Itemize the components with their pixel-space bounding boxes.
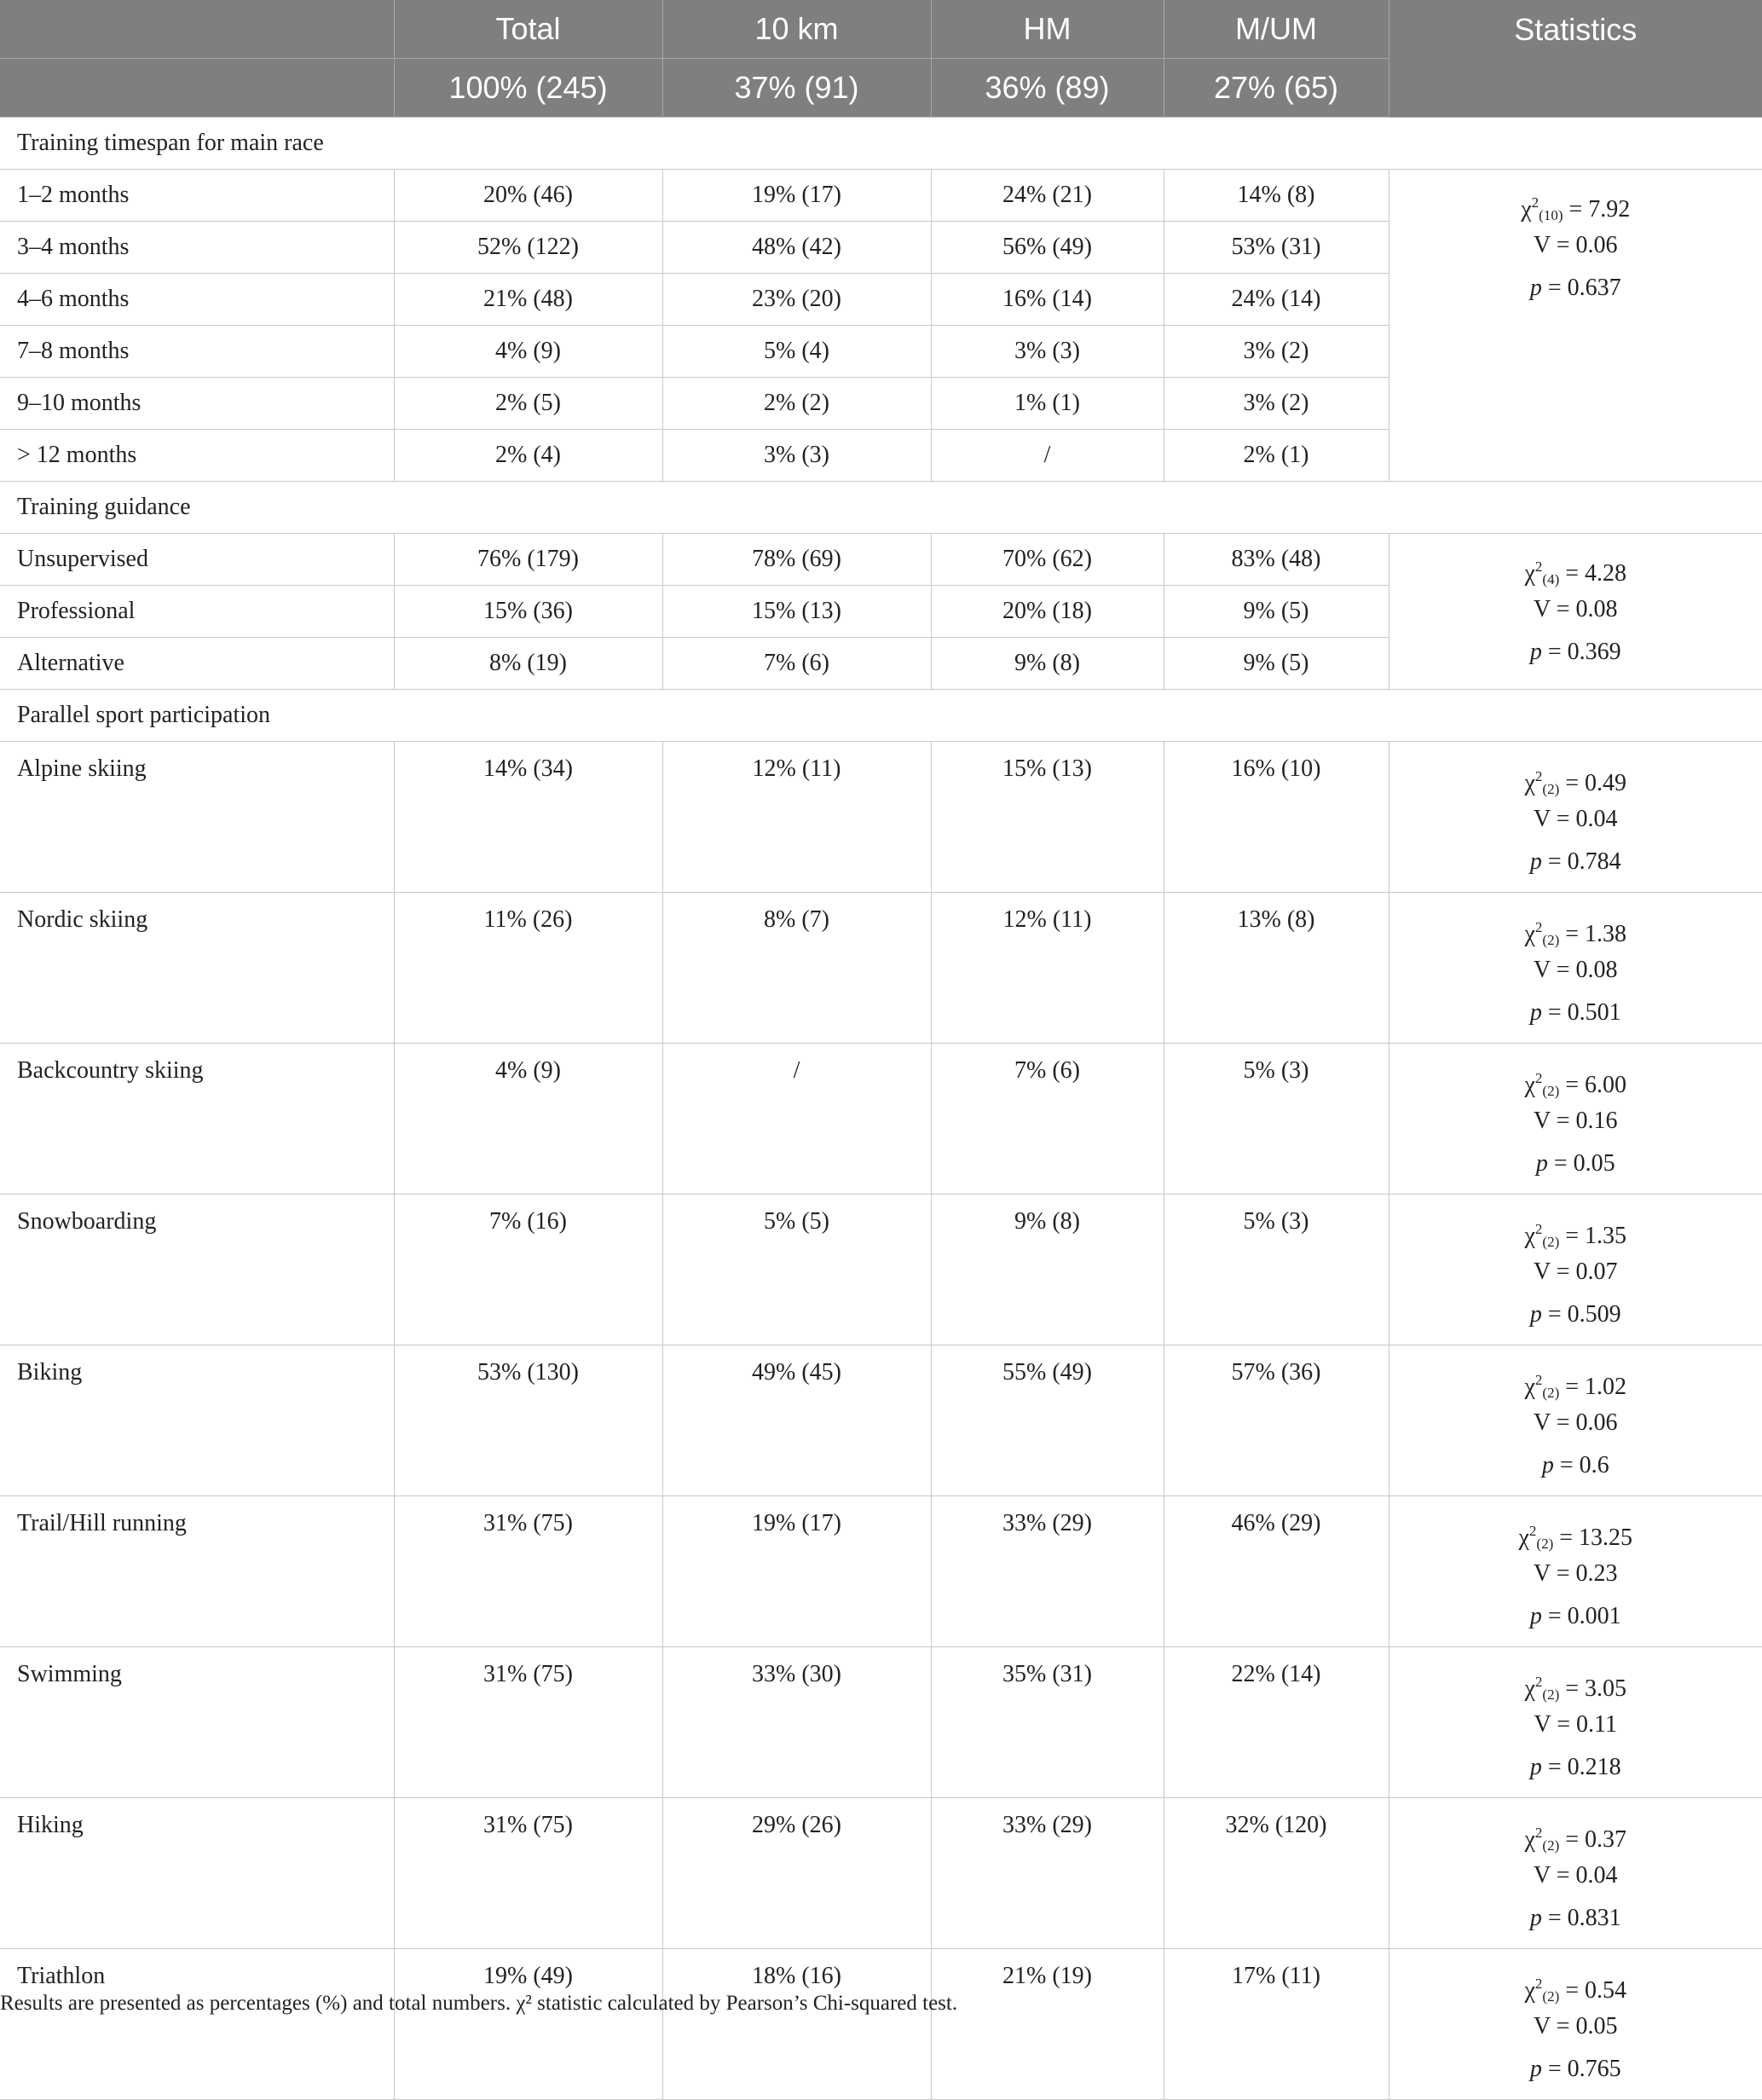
- cell-hm: 1% (1): [931, 378, 1164, 430]
- stats-cell: [1389, 742, 1762, 893]
- chi-symbol: χ: [1524, 1675, 1534, 1702]
- row-label: Snowboarding: [0, 1195, 394, 1345]
- header-statistics: Statistics: [1389, 0, 1762, 118]
- stat-chi: [1389, 1359, 1762, 1402]
- cell-total: 31% (75): [394, 1496, 662, 1647]
- chi-symbol: χ: [1524, 1223, 1534, 1249]
- cell-10km: 7% (6): [662, 638, 931, 690]
- p-value: = 0.6: [1554, 1452, 1609, 1478]
- stat-p: [1389, 631, 1762, 674]
- cell-mum: 17% (11): [1164, 1949, 1389, 2100]
- chi-superscript: 2: [1532, 194, 1540, 211]
- stat-cramers-v: V = 0.08: [1389, 588, 1762, 631]
- p-symbol: p: [1530, 2056, 1542, 2082]
- cell-mum: 32% (120): [1164, 1798, 1389, 1949]
- chi-symbol: χ: [1524, 560, 1534, 587]
- table-row: [0, 1195, 1762, 1345]
- chi-superscript: 2: [1535, 768, 1543, 784]
- cell-total: 14% (34): [394, 742, 662, 893]
- p-symbol: p: [1530, 848, 1542, 875]
- cell-mum: 5% (3): [1164, 1044, 1389, 1195]
- cell-10km: 5% (5): [662, 1195, 931, 1345]
- table-row: [0, 534, 1762, 586]
- header-blank: [0, 0, 394, 59]
- cell-total: 20% (46): [394, 170, 662, 222]
- stats-cell: [1389, 534, 1762, 690]
- row-label: Backcountry skiing: [0, 1044, 394, 1195]
- chi-df: (2): [1542, 1837, 1559, 1854]
- row-label: Professional: [0, 586, 394, 638]
- section-row: [0, 118, 1762, 170]
- chi-value: = 1.38: [1559, 921, 1626, 947]
- row-label: 1–2 months: [0, 170, 394, 222]
- table-row: [0, 1949, 1762, 2100]
- chi-symbol: χ: [1524, 1826, 1534, 1853]
- cell-total: 52% (122): [394, 222, 662, 274]
- row-label: 9–10 months: [0, 378, 394, 430]
- header-mum: M/UM: [1164, 0, 1389, 59]
- subheader-blank: [0, 59, 394, 118]
- table-header: [0, 0, 1762, 118]
- p-symbol: p: [1530, 1603, 1542, 1629]
- chi-df: (2): [1542, 1686, 1559, 1703]
- cell-mum: 46% (29): [1164, 1496, 1389, 1647]
- cell-mum: 3% (2): [1164, 326, 1389, 378]
- chi-symbol: χ: [1521, 196, 1531, 223]
- row-label: 7–8 months: [0, 326, 394, 378]
- subheader-total: 100% (245): [394, 59, 662, 118]
- cell-mum: 57% (36): [1164, 1345, 1389, 1496]
- cell-10km: 29% (26): [662, 1798, 931, 1949]
- stat-cramers-v: V = 0.16: [1389, 1100, 1762, 1143]
- cell-10km: 3% (3): [662, 430, 931, 482]
- cell-10km: 23% (20): [662, 274, 931, 326]
- cell-10km: 12% (11): [662, 742, 931, 893]
- cell-10km: 18% (16): [662, 1949, 931, 2100]
- row-label: > 12 months: [0, 430, 394, 482]
- chi-symbol: χ: [1524, 921, 1534, 947]
- stat-chi: [1389, 1963, 1762, 2005]
- row-label: 3–4 months: [0, 222, 394, 274]
- chi-superscript: 2: [1535, 1674, 1543, 1690]
- p-value: = 0.369: [1542, 639, 1621, 665]
- cell-hm: 21% (19): [931, 1949, 1164, 2100]
- table-row: [0, 1496, 1762, 1647]
- p-symbol: p: [1530, 1905, 1542, 1931]
- cell-total: 53% (130): [394, 1345, 662, 1496]
- cell-hm: 24% (21): [931, 170, 1164, 222]
- cell-mum: 83% (48): [1164, 534, 1389, 586]
- stats-cell: [1389, 1949, 1762, 2100]
- cell-total: 4% (9): [394, 326, 662, 378]
- cell-hm: 33% (29): [931, 1798, 1164, 1949]
- p-symbol: p: [1530, 275, 1542, 301]
- cell-total: 15% (36): [394, 586, 662, 638]
- cell-mum: 53% (31): [1164, 222, 1389, 274]
- cell-mum: 9% (5): [1164, 638, 1389, 690]
- cell-hm: 33% (29): [931, 1496, 1164, 1647]
- cell-10km: 78% (69): [662, 534, 931, 586]
- cell-total: 2% (4): [394, 430, 662, 482]
- row-label: Alternative: [0, 638, 394, 690]
- chi-df: (10): [1539, 207, 1563, 223]
- stat-chi: [1389, 182, 1762, 224]
- stats-cell: [1389, 1044, 1762, 1195]
- chi-superscript: 2: [1529, 1523, 1537, 1539]
- cell-mum: 24% (14): [1164, 274, 1389, 326]
- stats-cell: [1389, 1345, 1762, 1496]
- cell-total: 2% (5): [394, 378, 662, 430]
- stat-cramers-v: V = 0.07: [1389, 1251, 1762, 1293]
- cell-hm: 20% (18): [931, 586, 1164, 638]
- stat-cramers-v: V = 0.05: [1389, 2005, 1762, 2048]
- cell-mum: 5% (3): [1164, 1195, 1389, 1345]
- cell-total: 31% (75): [394, 1647, 662, 1798]
- stat-cramers-v: V = 0.06: [1389, 224, 1762, 267]
- cell-10km: 33% (30): [662, 1647, 931, 1798]
- stat-chi: [1389, 546, 1762, 588]
- cell-total: 4% (9): [394, 1044, 662, 1195]
- p-value: = 0.831: [1542, 1905, 1621, 1931]
- cell-mum: 2% (1): [1164, 430, 1389, 482]
- cell-hm: 3% (3): [931, 326, 1164, 378]
- chi-df: (2): [1542, 932, 1559, 948]
- subheader-mum: 27% (65): [1164, 59, 1389, 118]
- p-symbol: p: [1530, 1754, 1542, 1780]
- table-row: [0, 1647, 1762, 1798]
- row-label: Alpine skiing: [0, 742, 394, 893]
- stat-p: [1389, 1595, 1762, 1638]
- cell-hm: 55% (49): [931, 1345, 1164, 1496]
- p-value: = 0.637: [1542, 275, 1621, 301]
- row-label: Hiking: [0, 1798, 394, 1949]
- chi-df: (2): [1542, 1234, 1559, 1250]
- stat-p: [1389, 1897, 1762, 1940]
- subheader-10km: 37% (91): [662, 59, 931, 118]
- stat-cramers-v: V = 0.06: [1389, 1402, 1762, 1444]
- cell-10km: 5% (4): [662, 326, 931, 378]
- chi-df: (2): [1542, 1083, 1559, 1099]
- stat-p: [1389, 267, 1762, 310]
- chi-superscript: 2: [1535, 1372, 1543, 1388]
- stats-cell: [1389, 1496, 1762, 1647]
- cell-hm: 16% (14): [931, 274, 1164, 326]
- section-title: Training guidance: [0, 482, 1762, 534]
- table-row: [0, 893, 1762, 1044]
- cell-mum: 3% (2): [1164, 378, 1389, 430]
- cell-hm: 12% (11): [931, 893, 1164, 1044]
- stat-p: [1389, 992, 1762, 1034]
- table-footnote: Results are presented as percentages (%) and total numbers. χ² statistic calculated by Pearson’s Chi-squared test.: [0, 1992, 957, 2016]
- chi-value: = 1.02: [1559, 1374, 1626, 1400]
- row-label: Nordic skiing: [0, 893, 394, 1044]
- table-row: [0, 170, 1762, 222]
- header-row: [0, 0, 1762, 59]
- cell-total: 76% (179): [394, 534, 662, 586]
- chi-superscript: 2: [1535, 1825, 1543, 1841]
- chi-df: (2): [1536, 1536, 1553, 1552]
- p-value: = 0.501: [1542, 999, 1621, 1026]
- chi-value: = 1.35: [1559, 1223, 1626, 1249]
- chi-value: = 6.00: [1559, 1072, 1626, 1098]
- stat-cramers-v: V = 0.08: [1389, 949, 1762, 992]
- chi-superscript: 2: [1535, 1070, 1543, 1086]
- p-value: = 0.509: [1542, 1301, 1621, 1328]
- cell-total: 7% (16): [394, 1195, 662, 1345]
- p-value: = 0.05: [1548, 1150, 1615, 1177]
- header-10km: 10 km: [662, 0, 931, 59]
- chi-value: = 0.37: [1559, 1826, 1626, 1853]
- table-row: [0, 742, 1762, 893]
- table-row: [0, 1345, 1762, 1496]
- chi-superscript: 2: [1535, 1976, 1543, 1992]
- cell-10km: 8% (7): [662, 893, 931, 1044]
- cell-10km: 2% (2): [662, 378, 931, 430]
- chi-value: = 7.92: [1563, 196, 1630, 223]
- chi-symbol: χ: [1524, 770, 1534, 796]
- stats-cell: [1389, 1647, 1762, 1798]
- stat-cramers-v: V = 0.23: [1389, 1553, 1762, 1595]
- p-value: = 0.001: [1542, 1603, 1621, 1629]
- cell-hm: /: [931, 430, 1164, 482]
- cell-mum: 13% (8): [1164, 893, 1389, 1044]
- cell-total: 21% (48): [394, 274, 662, 326]
- row-label: Trail/Hill running: [0, 1496, 394, 1647]
- stat-chi: [1389, 1208, 1762, 1251]
- cell-10km: 19% (17): [662, 170, 931, 222]
- cell-hm: 35% (31): [931, 1647, 1164, 1798]
- stat-chi: [1389, 755, 1762, 798]
- stat-cramers-v: V = 0.04: [1389, 1854, 1762, 1897]
- header-total: Total: [394, 0, 662, 59]
- cell-hm: 15% (13): [931, 742, 1164, 893]
- p-symbol: p: [1530, 639, 1542, 665]
- p-symbol: p: [1530, 1301, 1542, 1328]
- chi-value: = 3.05: [1559, 1675, 1626, 1702]
- row-label: Triathlon: [0, 1949, 394, 2100]
- stat-p: [1389, 2048, 1762, 2091]
- stats-cell: [1389, 1195, 1762, 1345]
- cell-total: 19% (49): [394, 1949, 662, 2100]
- section-title: Parallel sport participation: [0, 690, 1762, 742]
- stats-cell: [1389, 893, 1762, 1044]
- stat-cramers-v: V = 0.04: [1389, 798, 1762, 841]
- chi-symbol: χ: [1524, 1072, 1534, 1098]
- chi-superscript: 2: [1535, 1221, 1543, 1237]
- stat-chi: [1389, 906, 1762, 949]
- chi-symbol: χ: [1524, 1977, 1534, 2004]
- cell-10km: 15% (13): [662, 586, 931, 638]
- p-symbol: p: [1542, 1452, 1554, 1478]
- section-row: [0, 690, 1762, 742]
- cell-mum: 14% (8): [1164, 170, 1389, 222]
- section-row: [0, 482, 1762, 534]
- table-body: [0, 118, 1762, 2100]
- chi-value: = 13.25: [1553, 1524, 1632, 1551]
- cell-mum: 9% (5): [1164, 586, 1389, 638]
- chi-value: = 4.28: [1559, 560, 1626, 587]
- cell-mum: 16% (10): [1164, 742, 1389, 893]
- stats-cell: [1389, 170, 1762, 482]
- stat-p: [1389, 1444, 1762, 1487]
- chi-df: (2): [1542, 1385, 1559, 1401]
- stat-cramers-v: V = 0.11: [1389, 1704, 1762, 1746]
- chi-df: (2): [1542, 1988, 1559, 2005]
- cell-total: 31% (75): [394, 1798, 662, 1949]
- cell-hm: 7% (6): [931, 1044, 1164, 1195]
- stat-chi: [1389, 1661, 1762, 1704]
- p-symbol: p: [1536, 1150, 1548, 1177]
- stat-chi: [1389, 1510, 1762, 1553]
- cell-10km: /: [662, 1044, 931, 1195]
- chi-superscript: 2: [1535, 558, 1543, 575]
- row-label: Biking: [0, 1345, 394, 1496]
- stat-p: [1389, 1746, 1762, 1789]
- table-row: [0, 1044, 1762, 1195]
- chi-df: (2): [1542, 781, 1559, 797]
- subheader-hm: 36% (89): [931, 59, 1164, 118]
- cell-10km: 48% (42): [662, 222, 931, 274]
- row-label: Swimming: [0, 1647, 394, 1798]
- p-value: = 0.784: [1542, 848, 1621, 875]
- p-symbol: p: [1530, 999, 1542, 1026]
- stat-p: [1389, 1293, 1762, 1336]
- header-hm: HM: [931, 0, 1164, 59]
- chi-value: = 0.49: [1559, 770, 1626, 796]
- p-value: = 0.218: [1542, 1754, 1621, 1780]
- stat-chi: [1389, 1812, 1762, 1854]
- chi-symbol: χ: [1524, 1374, 1534, 1400]
- cell-mum: 22% (14): [1164, 1647, 1389, 1798]
- chi-symbol: χ: [1518, 1524, 1528, 1551]
- row-label: 4–6 months: [0, 274, 394, 326]
- cell-10km: 49% (45): [662, 1345, 931, 1496]
- cell-hm: 70% (62): [931, 534, 1164, 586]
- stat-p: [1389, 1143, 1762, 1185]
- row-label: Unsupervised: [0, 534, 394, 586]
- cell-hm: 56% (49): [931, 222, 1164, 274]
- cell-total: 8% (19): [394, 638, 662, 690]
- table-row: [0, 1798, 1762, 1949]
- p-value: = 0.765: [1542, 2056, 1621, 2082]
- section-title: Training timespan for main race: [0, 118, 1762, 170]
- cell-total: 11% (26): [394, 893, 662, 1044]
- chi-df: (4): [1542, 571, 1559, 587]
- cell-10km: 19% (17): [662, 1496, 931, 1647]
- chi-value: = 0.54: [1559, 1977, 1626, 2004]
- stats-cell: [1389, 1798, 1762, 1949]
- cell-hm: 9% (8): [931, 1195, 1164, 1345]
- stat-p: [1389, 841, 1762, 883]
- stat-chi: [1389, 1057, 1762, 1100]
- cell-hm: 9% (8): [931, 638, 1164, 690]
- chi-superscript: 2: [1535, 919, 1543, 935]
